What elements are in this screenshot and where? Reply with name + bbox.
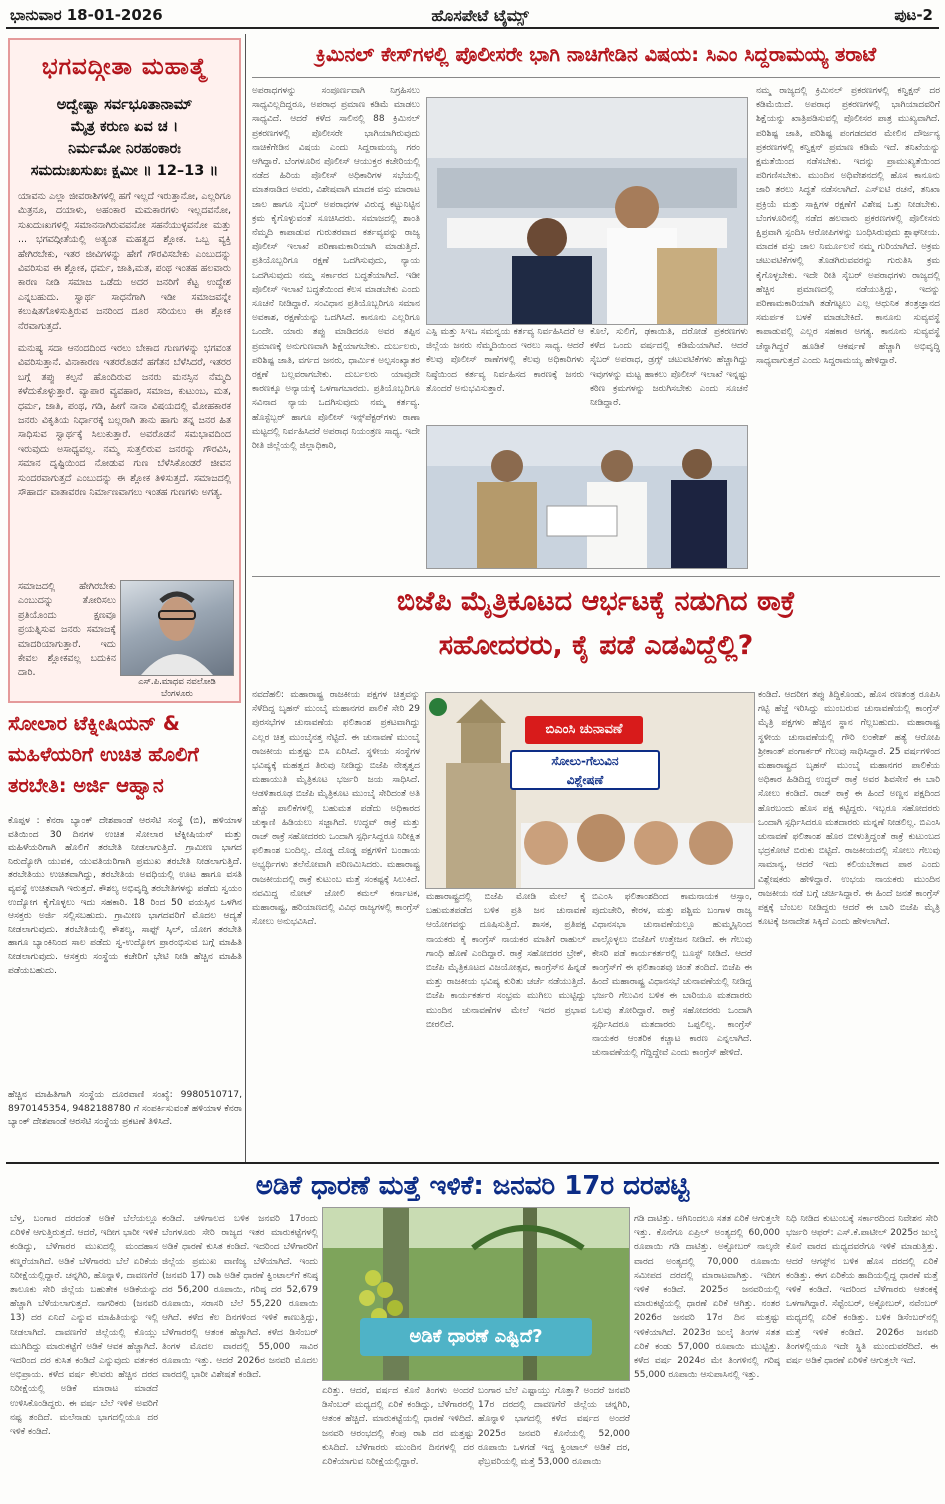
gita-title: ಭಗವದ್ಗೀತಾ ಮಹಾತ್ಮೆ <box>41 54 208 80</box>
cm-document-photo <box>426 425 748 569</box>
cm-meeting-photo <box>426 97 748 325</box>
author-name: ಎಸ್.ಪಿ.ಮಾಧವ ನವಲೋಡಿ <box>138 677 216 687</box>
bjp-headline-1: ಬಿಜೆಪಿ ಮೈತ್ರಿಕೂಟದ ಆರ್ಭಟಕ್ಕೆ ನಡುಗಿದ ಠಾಕ್ರೆ <box>396 586 796 617</box>
bjp-headline-2: ಸಹೋದರರು, ಕೈ ಪಡೆ ಎಡವಿದ್ದೆಲ್ಲಿ? <box>438 630 754 661</box>
author-credit <box>120 676 234 700</box>
section-divider <box>6 1162 939 1164</box>
cm-col-2: ಎಸ್ಪಿ ಮತ್ತು ಸಿಇಒ ಸಮನ್ವಯ ಕರ್ತವ್ಯ ನಿರ್ವಹಿಸಿದರೆ ಆ ಜಿಲ್ಲೆಯ ಜನರು ನೆಮ್ಮದಿಯಿಂದ ಇರಲು ಸಾಧ್ಯ. ಆದರೆ ಕೆಲವು ಪೊಲೀಸ್ ಠಾಣೆಗಳಲ್ಲಿ ಕೆಲವು ಅಧಿಕಾರಿಗಳು ನಿಷ್ಠೆಯಿಂದ ಕರ್ತವ್ಯ ನಿರ್ವಹಿಸದ ಕಾರಣಕ್ಕೆ ಜನರು ತೊಂದರೆ ಅನುಭವಿಸುತ್ತಾರೆ. <box>426 327 584 394</box>
arecanut-headline: ಅಡಿಕೆ ಧಾರಣೆ ಮತ್ತೆ ಇಳಿಕೆ: ಜನವರಿ 17ರ ದರಪಟ್ಟಿ <box>255 1171 690 1201</box>
arecanut-col-3b: ಬಂಗಾರ ಬೆಲೆ ಎಷ್ಟಾಯ್ತು ಗೊತ್ತಾ? ಅಂದರೆ ಜನವರಿ 17ರ ದರದಲ್ಲಿ ದಾವಣಗೆರೆ ಜಿಲ್ಲೆಯ ಚನ್ನಗಿರಿ, ಹೊನ್ನಾಳಿ ಭಾಗದಲ್ಲಿ ಕಳೆದ ವರ್ಷದ ಅಂದರೆ 2025ರ ಜನವರಿ ಕೊನೆಯಲ್ಲಿ 52,000 ರೂಪಾಯಿ ಒಳಗಡೆ ಇದ್ದ ಕ್ವಿಂಟಾಲ್ ಅಡಿಕೆ ದರ, ಫೆಬ್ರವರಿಯಲ್ಲಿ ಮತ್ತೆ 53,000 ರೂಪಾಯಿ <box>478 1386 630 1468</box>
verse-line-1: ಅದ್ವೇಷ್ಟಾ ಸರ್ವಭೂತಾನಾಮ್ <box>56 97 193 113</box>
author-place: ಬೆಂಗಳೂರು <box>161 689 193 699</box>
cm-col-1: ಅಪರಾಧಗಳನ್ನು ಸಂಪೂರ್ಣವಾಗಿ ನಿಗ್ರಹಿಸಲು ಸಾಧ್ಯವಿಲ್ಲದಿದ್ದರೂ, ಅಪರಾಧ ಪ್ರಮಾಣ ಕಡಿಮೆ ಮಾಡಲು ಸಾಧ್ಯವಿದೆ. ಆದರೆ ಕಳೆದ ಸಾಲಿನಲ್ಲಿ 88 ಕ್ರಿಮಿನಲ್ ಪ್ರಕರಣಗಳಲ್ಲಿ ಪೊಲೀಸರೇ ಭಾಗಿಯಾಗಿರುವುದು ನಾಚಿಕೆಗೇಡಿನ ವಿಷಯ ಎಂದು ಸಿದ್ದರಾಮಯ್ಯ ಗರಂ ಆಗಿದ್ದಾರೆ. ಬೆಂಗಳೂರಿನ ಪೊಲೀಸ್ ಆಯುಕ್ತರ ಕಚೇರಿಯಲ್ಲಿ ನಡೆದ ಹಿರಿಯ ಪೊಲೀಸ್ ಅಧಿಕಾರಿಗಳ ಸಭೆಯಲ್ಲಿ ಮಾತನಾಡಿದ ಅವರು, ವಿಶೇಷವಾಗಿ ಮಾದಕ ವಸ್ತು ಮಾರಾಟ ಜಾಲ ಹಾಗೂ ಸೈಬರ್ ಅಪರಾಧಗಳ ವಿರುದ್ಧ ಕಟ್ಟುನಿಟ್ಟಿನ ಕ್ರಮ ಕೈಗೊಳ್ಳುವಂತೆ ಸೂಚಿಸಿದರು. ಸಮಾಜದಲ್ಲಿ ಶಾಂತಿ ನೆಮ್ಮದಿ ಕಾಪಾಡುವ ಗುರುತರವಾದ ಕರ್ತವ್ಯವನ್ನು ರಾಜ್ಯ ಪೊಲೀಸ್ ಇಲಾಖೆ ಪರಿಣಾಮಕಾರಿಯಾಗಿ ಮಾಡುತ್ತಿದೆ. ಪ್ರತಿಯೊಬ್ಬರಿಗೂ ರಕ್ಷಣೆ ಒದಗಿಸುವುದು, ನ್ಯಾಯ ಒದಗಿಸುವುದು ನಮ್ಮ ಸರ್ಕಾರದ ಬದ್ಧತೆಯಾಗಿದೆ. ಇಡೀ ಪೊಲೀಸ್ ಇಲಾಖೆ ಬದ್ಧತೆಯಿಂದ ಕೆಲಸ ಮಾಡಬೇಕು ಎಂದು ಸೂಚನೆ ನೀಡಿದ್ದಾರೆ. ಸಂವಿಧಾನ ಪ್ರತಿಯೊಬ್ಬರಿಗೂ ಸಮಾನ ಅವಕಾಶ, ರಕ್ಷಣೆಯನ್ನು ಒದಗಿಸಿದೆ. ಕಾನೂನು ಎಲ್ಲರಿಗೂ ಒಂದೇ. ಯಾರು ತಪ್ಪು ಮಾಡಿದರೂ ಅವರ ತಪ್ಪಿನ ಪ್ರಮಾಣಕ್ಕೆ ಅನುಗುಣವಾಗಿ ಶಿಕ್ಷೆಯಾಗಬೇಕು. ದುರ್ಬಲರು, ಪರಿಶಿಷ್ಟ ಜಾತಿ, ವರ್ಗದ ಜನರು, ಧಾರ್ಮಿಕ ಅಲ್ಪಸಂಖ್ಯಾತರ ರಕ್ಷಣೆ ಬಲ್ಲವರಾಗಬೇಕು. ದುರ್ಬಲರು ಯಾವುದೇ ಕಾರಣಕ್ಕೂ ಅನ್ಯಾಯಕ್ಕೆ ಒಳಗಾಗಬಾರದು. ಪ್ರತಿಯೊಬ್ಬರಿಗೂ ಸವಿನಾದ ನ್ಯಾಯ ಒದಗಿಸುವುದು ನಮ್ಮ ಕರ್ತವ್ಯ. ಹೊಸ್ಟೆಬ್ಬರ್ ಹಾಗೂ ಪೊಲೀಸ್ ಇನ್ಸ್‌ಪೆಕ್ಟರ್‌ಗಳು ಠಾಣಾ ಮಟ್ಟದಲ್ಲಿ ನಿರ್ವಹಿಸಿದರೆ ಅಪರಾಧ ನಿಯಂತ್ರಣ ಸಾಧ್ಯ. ಇದೇ ರೀತಿ ಜಿಲ್ಲೆಯಲ್ಲಿ ಜಿಲ್ಲಾಧಿಕಾರಿ, <box>252 86 420 452</box>
page-number: ಪುಟ-2 <box>894 6 933 24</box>
cm-col-4: ನಮ್ಮ ರಾಜ್ಯದಲ್ಲಿ ಕ್ರಿಮಿನಲ್ ಪ್ರಕರಣಗಳಲ್ಲಿ ಕನ್ವಿಕ್ಷನ್ ದರ ಕಡಿಮೆಯಿದೆ. ಅಪರಾಧ ಪ್ರಕರಣಗಳಲ್ಲಿ ಭಾಗಿಯಾದವರಿಗೆ ಶಿಕ್ಷೆಯನ್ನು ಖಾತ್ರಿಪಡಿಸುವಲ್ಲಿ ಪೊಲೀಸರ ಪಾತ್ರ ಮುಖ್ಯವಾಗಿದೆ. ಪರಿಶಿಷ್ಟ ಜಾತಿ, ಪರಿಶಿಷ್ಟ ಪಂಗಡದವರ ಮೇಲಿನ ದೌರ್ಜನ್ಯ ಪ್ರಕರಣಗಳಲ್ಲಿ ಕನ್ವಿಕ್ಷನ್ ಪ್ರಮಾಣ ಕಡಿಮೆ ಇದೆ. ತನಿಖೆಯನ್ನು ಕ್ಷಮತೆಯಿಂದ ನಡೆಸಬೇಕು. ಇದನ್ನು ಪ್ರಾಮುಖ್ಯತೆಯಿಂದ ಪರಿಗಣಿಸಬೇಕು. ಮುಂದಿನ ಅಧಿವೇಶನದಲ್ಲಿ ಹೊಸ ಕಾನೂನು ಜಾರಿ ತರಲು ಸಿದ್ಧತೆ ನಡೆಸಲಾಗಿದೆ. ಎಸ್‌ಐಟಿ ರಚನೆ, ತನಿಖಾ ಪ್ರಕ್ರಿಯೆ ಮತ್ತು ಸಾಕ್ಷಿಗಳ ರಕ್ಷಣೆಗೆ ವಿಶೇಷ ಒತ್ತು ನೀಡಬೇಕು. ಬೆಂಗಳೂರಿನಲ್ಲಿ ನಡೆದ ಹಲವಾರು ಪ್ರಕರಣಗಳಲ್ಲಿ ಪೊಲೀಸರು ಕ್ಷಿಪ್ರವಾಗಿ ಸ್ಪಂದಿಸಿ ಆರೋಪಿಗಳನ್ನು ಬಂಧಿಸಿರುವುದು ಶ್ಲಾಘನೀಯ. ಮಾದಕ ವಸ್ತು ಜಾಲ ನಿರ್ಮೂಲನೆ ನಮ್ಮ ಗುರಿಯಾಗಿದೆ. ಅಕ್ರಮ ಚಟುವಟಿಕೆಗಳಲ್ಲಿ ತೊಡಗಿರುವವರನ್ನು ಗುರುತಿಸಿ ಕ್ರಮ ಕೈಗೊಳ್ಳಬೇಕು. ಇದೇ ರೀತಿ ಸೈಬರ್ ಅಪರಾಧಗಳು ರಾಜ್ಯದಲ್ಲಿ ಹೆಚ್ಚಿನ ಪ್ರಮಾಣದಲ್ಲಿ ನಡೆಯುತ್ತಿದ್ದು, ಇದನ್ನು ಪರಿಣಾಮಕಾರಿಯಾಗಿ ತಡೆಗಟ್ಟಲು ಎಲ್ಲ ಆಧುನಿಕ ತಂತ್ರಜ್ಞಾನದ ಸಮರ್ಪಕ ಬಳಕೆ ಮಾಡಬೇಕಿದೆ. ಕಾನೂನು ಸುವ್ಯವಸ್ಥೆ ಕಾಪಾಡುವಲ್ಲಿ ಎಲ್ಲರ ಸಹಕಾರ ಅಗತ್ಯ. ಕಾನೂನು ಸುವ್ಯವಸ್ಥೆ ಚೆನ್ನಾಗಿದ್ದರೆ ಹೂಡಿಕೆ ಆಕರ್ಷಣೆ ಹೆಚ್ಚಾಗಿ ಅಭಿವೃದ್ಧಿ ಸಾಧ್ಯವಾಗುತ್ತದೆ ಎಂದು ಸಿದ್ದರಾಮಯ್ಯ ಹೇಳಿದ್ದಾರೆ. <box>756 86 940 366</box>
cm-col-3: ಕೊಲೆ, ಸುಲಿಗೆ, ಢಕಾಯಿತಿ, ದರೋಡೆ ಪ್ರಕರಣಗಳು ಕಳೆದ ಒಂದು ವರ್ಷದಲ್ಲಿ ಕಡಿಮೆಯಾಗಿವೆ. ಆದರೆ ಸೈಬರ್ ಅಪರಾಧ, ಡ್ರಗ್ಸ್ ಚಟುವಟಿಕೆಗಳು ಹೆಚ್ಚಾಗಿದ್ದು ಇವುಗಳನ್ನು ಮಟ್ಟ ಹಾಕಲು ಪೊಲೀಸ್ ಇಲಾಖೆ ಇನ್ನಷ್ಟು ಕಠಿಣ ಕ್ರಮಗಳನ್ನು ಜರುಗಿಸಬೇಕು ಎಂದು ಸೂಚನೆ ನೀಡಿದ್ದಾರೆ. <box>590 327 748 409</box>
issue-date: ಭಾನುವಾರ 18-01-2026 <box>10 6 163 24</box>
gita-body-3: ಸಮಾಜದಲ್ಲಿ ಹೇಗಿರಬೇಕು ಎಂಬುದನ್ನು ತೋರಿಸಲು ಪ್ರತಿಯೊಂದು ಕ್ಷಣವೂ ಪ್ರಯತ್ನಿಸುವ ಜನರು ಸಮಾಜಕ್ಕೆ ಮಾದರಿಯಾಗುತ್ತಾರೆ. ಇದು ಕೇವಲ ಶ್ಲೋಕವಲ್ಲ ಬದುಕಿನ ದಾರಿ. <box>18 581 116 679</box>
gita-verse <box>14 94 235 182</box>
arecanut-col-4: ಗಡಿ ದಾಟಿತ್ತು. ಆಗಿನಿಂದಲೂ ಸತತ ಏರಿಕೆ ಆಗುತ್ತಲೇ ಇತ್ತು. ಕೊನೆಗೂ ಏಪ್ರಿಲ್ ಅಂತ್ಯದಲ್ಲಿ 60,000 ರೂಪಾಯಿ ಗಡಿ ದಾಟಿತ್ತು. ಅಕ್ಟೋಬರ್ ನಾಲ್ಕನೇ ವಾರದ ಅಂತ್ಯದಲ್ಲಿ 70,000 ರೂಪಾಯಿ ಸಮೀಪದ ದರದಲ್ಲಿ ಮಾರಾಟವಾಗಿತ್ತು. ಇದೀಗ ಇಳಿಕೆ ಕಂಡಿದೆ. 2025ರ ಜನವರಿಯಲ್ಲಿ ಮಾರುಕಟ್ಟೆಯಲ್ಲಿ ಧಾರಣೆ ಏರಿಕೆ ಆಗಿತ್ತು. ನಂತರ 2026ರ ಜನವರಿ 17ರ ದಿನ ಮತ್ತಷ್ಟು ಇಳಿಕೆಯಾಗಿದೆ. 2023ರ ಜುಲೈ ತಿಂಗಳ ಸತತ ಏರಿಕೆ ಕಂಡು 57,000 ರೂಪಾಯಿ ಮುಟ್ಟಿತ್ತು. ಕಳೆದ ವರ್ಷ 2024ರ ಮೇ ತಿಂಗಳಿನಲ್ಲಿ ಗರಿಷ್ಠ 55,000 ರೂಪಾಯಿ ಆಸುಪಾಸಿನಲ್ಲಿ ಇತ್ತು. <box>634 1214 780 1381</box>
arecanut-col-2: ಕಂಡಿದೆ. ಚಳಿಗಾಲದ ಬಳಿಕ ಜನವರಿ 17ರಂದು ಬೆಂಗಳೂರು ಸೇರಿ ರಾಜ್ಯದ ಇತರ ಮಾರುಕಟ್ಟೆಗಳಲ್ಲಿ ಅಡಿಕೆ ಧಾರಣೆ ಕುಸಿತ ಕಂಡಿದೆ. ಇದರಿಂದ ಬೆಳೆಗಾರರಿಗೆ ಜಿಲ್ಲೆಯ ಪ್ರಮುಖ ವಾಣಿಜ್ಯ ಬೆಳೆಯಾಗಿದೆ. ಇಂದು (ಜನವರಿ 17) ರಾಶಿ ಅಡಿಕೆ ಧಾರಣೆ ಕ್ವಿಂಟಾಲ್‌ಗೆ ಕನಿಷ್ಠ ದರ 56,200 ರೂಪಾಯಿ, ಗರಿಷ್ಠ ದರ 52,679 ರೂಪಾಯಿ, ಸರಾಸರಿ ಬೆಲೆ 55,220 ರೂಪಾಯಿ ಆಗಿದೆ. ಕಳೆದ ಕೆಲ ದಿನಗಳಿಂದ ಇಳಿಕೆ ಕಾಣುತ್ತಿದ್ದು, ಬೆಳೆಗಾರರಲ್ಲಿ ಆತಂಕ ಹೆಚ್ಚಾಗಿದೆ. ಕಳೆದ ಡಿಸೆಂಬರ್ ತಿಂಗಳ ಮೊದಲ ವಾರದಲ್ಲಿ 55,000 ಸಾವಿರ ರೂಪಾಯಿ ಇತ್ತು. ಆದರೆ 2026ರ ಜನವರಿ ಮೊದಲ ವಾರದಲ್ಲಿ ಭಾರೀ ವಿಶೇಷತೆ ಕಂಡಿದೆ. <box>162 1214 318 1381</box>
bmc-badge: ಬಿಎಂಸಿ ಚುನಾವಣೆ <box>525 716 643 744</box>
verse-line-2: ಮೈತ್ರ ಕರುಣ ಏವ ಚ । <box>70 119 179 135</box>
cm-bottom-rule <box>252 576 940 577</box>
gita-body-2: ಮನುಷ್ಯ ಸದಾ ಆನಂದದಿಂದ ಇರಲು ಬೇಕಾದ ಗುಣಗಳನ್ನು ಭಗವಂತ ವಿವರಿಸುತ್ತಾನೆ. ವಿನಾಕಾರಣ ಇತರರೊಡನೆ ಹಗೆತನ ಬೆಳೆಸಿದರೆ, ಇತರರ ಬಗ್ಗೆ ತಪ್ಪು ಕಲ್ಪನೆ ಹೊಂದಿರುವ ಜನರು ಮನಸ್ಸಿನ ನೆಮ್ಮದಿ ಕಳೆದುಕೊಳ್ಳುತ್ತಾರೆ. ವ್ಯಾಪಾರ ವ್ಯವಹಾರ, ಸಮಾಜ, ಕುಟುಂಬ, ಮತ, ಧರ್ಮ, ಜಾತಿ, ಪಂಥ, ಗಡಿ, ಹೀಗೆ ನಾನಾ ವಿಷಯದಲ್ಲಿ ಮೋಹಕಾರಕ ಜನರು ವಿಕೃತಿಯ ನಿರ್ಧಾರಕ್ಕೆ ಬಲ್ಲರಾಗಿ ತಾನು ಹಾಗು ತನ್ನ ಜನರ ಹಿತ ಸಾಧಿಸುವ ಸ್ವಾರ್ಥಕ್ಕೆ ಸಿಲುಕುತ್ತಾರೆ. ಅವರೊಡನೆ ಸಮಭಾವದಿಂದ ಇರುವುದು ಅಸಾಧ್ಯವಲ್ಲ. ನಮ್ಮ ಸುತ್ತಲಿರುವ ಜನರನ್ನು ಗೌರವಿಸಿ, ಸಮಾನ ದೃಷ್ಟಿಯಿಂದ ನೋಡುವ ಗುಣ ಬೆಳೆಸಿಕೊಂಡರೆ ಜೀವನ ಸುಂದರವಾಗುತ್ತದೆ ಎಂಬುದನ್ನು ಈ ಶ್ಲೋಕ ತಿಳಿಸುತ್ತದೆ. ಸಮಾಜದಲ್ಲಿ ಸೌಹಾರ್ದ ವಾತಾವರಣ ನಿರ್ಮಾಣವಾಗಲು ಇಂತಹ ಗುಣಗಳು ಅಗತ್ಯ. <box>18 343 231 499</box>
gita-box <box>8 38 241 703</box>
arecanut-col-1: ಬೆಳ್ತ, ಬಂಗಾರ ದರದಂತೆ ಅಡಿಕೆ ಬೆಲೆಯಲ್ಲೂ ಏರಿಳಿಕೆ ಆಗುತ್ತಿರುತ್ತದೆ. ಆದರೆ, ಇದೀಗ ಭಾರೀ ಇಳಿಕೆ ಕಂಡಿದ್ದು, ಬೆಳೆಗಾರರ ಮುಖದಲ್ಲಿ ಮಂದಹಾಸ ಕಣ್ಮರೆಯಾಗಿದೆ. ಅಡಿಕೆ ಬೆಳೆಗಾರರು ಬೆಲೆ ಏರಿಕೆಯ ನಿರೀಕ್ಷೆಯಲ್ಲಿದ್ದಾರೆ. ಚನ್ನಗಿರಿ, ಹೊನ್ನಾಳಿ, ದಾವಣಗೆರೆ ತಾಲೂಕು ಸೇರಿ ಜಿಲ್ಲೆಯ ಬಹುತೇಕ ಅಡಿಕೆಯನ್ನು ಹೆಚ್ಚಾಗಿ ಬೆಳೆಯಲಾಗುತ್ತದೆ. ನಾಗರಿಕರು (ಜನವರಿ 13) ದರ ಏನಿದೆ ಎನ್ನುವ ಮಾಹಿತಿಯನ್ನು ಇಲ್ಲಿ ನೀಡಲಾಗಿದೆ. ದಾವಣಗೆರೆ ಜಿಲ್ಲೆಯಲ್ಲಿ ಕೊಯ್ಲು ಮುಗಿದಿದ್ದು ಮಾರುಕಟ್ಟೆಗೆ ಅಡಿಕೆ ಆವಕ ಹೆಚ್ಚಾಗಿದೆ. ಇದರಿಂದ ದರ ಕುಸಿತ ಕಂಡಿದೆ ಎನ್ನುವುದು ವರ್ತಕರ ಅಭಿಪ್ರಾಯ. ಕಳೆದ ವರ್ಷ ಕೆಲವರು ಹೆಚ್ಚಿನ ದರದ ನಿರೀಕ್ಷೆಯಲ್ಲಿ ಅಡಿಕೆ ಮಾರಾಟ ಮಾಡದೆ ಉಳಿಸಿಕೊಂಡಿದ್ದರು. ಈ ವರ್ಷ ಬೆಲೆ ಇಳಿಕೆ ಅವರಿಗೆ ನಷ್ಟ ತಂದಿದೆ. ಮಲೆನಾಡು ಭಾಗದಲ್ಲಿಯೂ ದರ ಇಳಿಕೆ ಕಂಡಿದೆ. <box>10 1214 158 1438</box>
arecanut-col-5: ನಿಧಿ ನೀಡಿದ ಕುಟುಂಬಕ್ಕೆ ಸರ್ಕಾರದಿಂದ ನಿವೇಶನ ಸೇರಿ ಭರ್ಜರಿ ಆಫರ್: ಎಸ್.ಕೆ.ಪಾಟೀಲ್ 2025ರ ಜುಲೈ ಕೊನೆ ವಾರದ ಮಧ್ಯದವರೆಗೂ ಇಳಿಕೆ ಮಾಡುತ್ತಿತ್ತು. ಆದರೆ ಆಗಸ್ಟ್‌ನ ಬಳಿಕ ಹೊಸ ದರದಲ್ಲಿ ಏರಿಕೆ ಕಂಡಿತ್ತು. ಈಗ ಏರಿಕೆಯ ಹಾದಿಯಲ್ಲಿದ್ದ ಧಾರಣೆ ಮತ್ತೆ ಇಳಿಕೆ ಕಂಡಿದೆ. ಇದರಿಂದ ಬೆಳೆಗಾರರು ಆತಂಕಕ್ಕೆ ಒಳಗಾಗಿದ್ದಾರೆ. ಸೆಪ್ಟೆಂಬರ್, ಅಕ್ಟೋಬರ್, ನವೆಂಬರ್ ಮಧ್ಯದಲ್ಲಿ ಏರಿಕೆ ಕಂಡಿತ್ತು. ಬಳಿಕ ಡಿಸೆಂಬರ್‌ನಲ್ಲಿ ಮತ್ತೆ ಇಳಿಕೆ ಕಂಡಿದೆ. 2026ರ ಜನವರಿ ತಿಂಗಳಲ್ಲಿಯೂ ಇದೇ ಸ್ಥಿತಿ ಮುಂದುವರೆದಿದೆ. ಈ ವರ್ಷ ಅಡಿಕೆ ಧಾರಣೆ ಏರಿಳಿಕೆ ಆಗುತ್ತಲೇ ಇದೆ. <box>786 1214 938 1367</box>
ceremony-photo-icon <box>427 426 748 569</box>
verse-line-4: ಸಮದುಃಖಸುಖಃ ಕ್ಷಮೀ ॥ 12–13 ॥ <box>30 163 219 179</box>
masthead-divider <box>6 27 939 29</box>
column-divider <box>245 34 246 1162</box>
verse-line-3: ನಿರ್ಮಮೋ ನಿರಹಂಕಾರಃ <box>68 141 181 157</box>
analysis-badge-line-1: ಸೋಲು-ಗೆಲುವಿನ <box>551 754 619 768</box>
bjp-headline <box>252 580 940 668</box>
bjp-col-3: ಬಿಎಂಸಿ ಫಲಿತಾಂಶದಿಂದ ಕಾಮನಾಯಕ ಆಸ್ಸಾಂ, ಪುದುಚೇರಿ, ಕೇರಳ, ಮತ್ತು ಪಶ್ಚಿಮ ಬಂಗಾಳ ರಾಜ್ಯ ವಿಧಾನಸಭಾ ಚುನಾವಣೆಯಲ್ಲೂ ಹುಮ್ಮಸ್ಸಿನಿಂದ ಪಾಲ್ಗೊಳ್ಳಲು ಬಿಜೆಪಿಗೆ ಉತ್ತೇಜನ ನೀಡಿದೆ. ಈ ಗೆಲುವು ಕೇಸರಿ ಪಡೆ ಕಾರ್ಯಕರ್ತರಲ್ಲಿ ಬೂಸ್ಟ್ ನೀಡಿದೆ. ಆದರೆ ಕಾಂಗ್ರೆಸ್‌ಗೆ ಈ ಫಲಿತಾಂಶವು ಚಿಂತೆ ತಂದಿದೆ. ಬಿಜೆಪಿ ಈ ಹಿಂದೆ ಮಹಾರಾಷ್ಟ್ರ ವಿಧಾನಸಭೆ ಚುನಾವಣೆಯಲ್ಲಿ ನೀಡಿದ್ದ ಭರ್ಜರಿ ಗೆಲುವಿನ ಬಳಿಕ ಈ ಬಾರಿಯೂ ಮತದಾರರು ಒಲವು ತೋರಿದ್ದಾರೆ. ಠಾಕ್ರೆ ಸಹೋದರರು ಒಂದಾಗಿ ಸ್ಪರ್ಧಿಸಿದರೂ ಮತದಾರರು ಒಪ್ಪಲಿಲ್ಲ. ಕಾಂಗ್ರೆಸ್ ನಾಯಕರ ಆಂತರಿಕ ಕಚ್ಚಾಟ ಕಾರಣ ಎನ್ನಲಾಗಿದೆ. ಚುನಾವಣೆಯಲ್ಲಿ ಗೆದ್ದಿದ್ದೇವೆ ಎಂದು ಕಾಂಗ್ರೆಸ್ ಹೇಳಿದೆ. <box>592 892 752 1059</box>
solar-headline-2: ಮಹಿಳೆಯರಿಗೆ ಉಚಿತ ಹೊಲಿಗೆ <box>8 743 199 766</box>
person-photo-icon <box>121 581 233 675</box>
analysis-badge <box>510 750 660 790</box>
newspaper-name: ಹೊಸಪೇಟೆ ಟೈಮ್ಸ್ <box>431 6 529 25</box>
gita-body-1: ಯಾವನು ಎಲ್ಲಾ ಜೀವರಾಶಿಗಳಲ್ಲಿ ಹಗೆ ಇಲ್ಲದೆ ಇರುತ್ತಾನೋ, ಎಲ್ಲರಿಗೂ ಮಿತ್ರನೂ, ದಯಾಳು, ಅಹಂಕಾರ ಮಮಕಾರಗಳು ಇಲ್ಲದವನೋ, ಸುಖದುಃಖಗಳಲ್ಲಿ ಸಮಾನನಾಗಿರುವವನೋ ಸಹನೆಯುಳ್ಳವನೋ ಮತ್ತು ... ಭಗವದ್ಗೀತೆಯಲ್ಲಿ ಅತ್ಯಂತ ಮಹತ್ವದ ಶ್ಲೋಕ. ಒಬ್ಬ ವ್ಯಕ್ತಿ ಹೇಗಿರಬೇಕು, ಇತರ ಜೀವಿಗಳನ್ನು ಹೇಗೆ ಗೌರವಿಸಬೇಕು ಎಂಬುದನ್ನು ವಿವರಿಸುವ ಈ ಶ್ಲೋಕ, ಧರ್ಮ, ಜಾತಿ,ಮತ, ಪಂಥ ಇಂತಹ ಹಲವಾರು ಕಾರಣ ನೀಡಿ ಸಮಾಜ ಒಡೆದು ಅದರ ಜನರಿಗೆ ಕೆಟ್ಟ ಉದ್ದೇಶ ಎನ್ನಬಹುದು. ಸ್ವಾರ್ಥ ಸಾಧನೆಗಾಗಿ ಇಡೀ ಸಮಾಜವನ್ನೇ ಕಲುಷಿತಗೊಳಿಸುತ್ತಿರುವ ಜನರಿಂದ ದೂರ ಸರಿಯಲು ಈ ಶ್ಲೋಕ ನೆರವಾಗುತ್ತದೆ. <box>18 191 231 332</box>
solar-headline-3: ತರಬೇತಿ: ಅರ್ಜಿ ಆಹ್ವಾನ <box>8 774 164 797</box>
solar-body: ಕೊಪ್ಪಳ : ಕೆನರಾ ಬ್ಯಾಂಕ್ ದೇಶಪಾಂಡೆ ಆರಸೆಟಿ ಸಂಸ್ಥೆ (ಬಿ), ಹಳಿಯಾಳ ವತಿಯಿಂದ 30 ದಿನಗಳ ಉಚಿತ ಸೋಲಾರ ಟೆಕ್ನೀಷಿಯನ್ ಮತ್ತು ಮಹಿಳೆಯರಿಗಾಗಿ ಹೊಲಿಗೆ ತರಬೇತಿ ನೀಡಲಾಗುತ್ತಿದೆ. ಗ್ರಾಮೀಣ ಭಾಗದ ನಿರುದ್ಯೋಗಿ ಯುವಕ, ಯುವತಿಯರಿಗಾಗಿ ಪ್ರಮುಖ ತರಬೇತಿ ನೀಡಲಾಗುತ್ತಿದೆ. ತರಬೇತಿಯು ಉಚಿತವಾಗಿದ್ದು, ತರಬೇತಿಯ ಅವಧಿಯಲ್ಲಿ ಊಟ ಹಾಗೂ ವಸತಿ ವ್ಯವಸ್ಥೆ ಉಚಿತವಾಗಿ ಇರುತ್ತದೆ. ಕೌಶಲ್ಯ ಅಭಿವೃದ್ಧಿ ತರಬೇತಿಗಳನ್ನು ಪಡೆದು ಸ್ವಯಂ ಉದ್ಯೋಗ ಕೈಗೊಳ್ಳಲು ಇದು ಸಹಕಾರಿ. 18 ರಿಂದ 50 ವಯಸ್ಸಿನ ಒಳಗಿನ ಆಸಕ್ತರು ಅರ್ಜಿ ಸಲ್ಲಿಸಬಹುದು. ಗ್ರಾಮೀಣ ಭಾಗದವರಿಗೆ ಮೊದಲ ಆದ್ಯತೆ ನೀಡಲಾಗುವುದು. ತರಬೇತಿಯಲ್ಲಿ ಕೌಶಲ್ಯ, ಸಾಫ್ಟ್ ಸ್ಕಿಲ್, ಯೋಗ ತರಬೇತಿ ಹಾಗೂ ಬ್ಯಾಂಕಿನಿಂದ ಸಾಲ ಪಡೆದು ಸ್ವ-ಉದ್ಯೋಗ ಪ್ರಾರಂಭಿಸುವ ಬಗ್ಗೆ ಮಾಹಿತಿ ನೀಡಲಾಗುವುದು. ಆಸಕ್ತರು ಸಂಸ್ಥೆಯ ಕಚೇರಿಗೆ ಭೇಟಿ ನೀಡಿ ಹೆಚ್ಚಿನ ಮಾಹಿತಿ ಪಡೆಯಬಹುದು. <box>8 815 242 976</box>
author-photo <box>120 580 234 676</box>
solar-headline <box>8 708 242 801</box>
analysis-badge-line-2: ವಿಶ್ಲೇಷಣೆ <box>566 773 604 787</box>
cm-headline: ಕ್ರಿಮಿನಲ್ ಕೇಸ್‌ಗಳಲ್ಲಿ ಪೊಲೀಸರೇ ಭಾಗಿ ನಾಚಿಗೇಡಿನ ವಿಷಯ: ಸಿಎಂ ಸಿದ್ದರಾಮಯ್ಯ ತರಾಟೆ <box>315 43 877 66</box>
cm-headline-rule <box>252 77 940 78</box>
meeting-photo-icon <box>427 98 748 325</box>
bjp-col-1: ನವದೆಹಲಿ: ಮಹಾರಾಷ್ಟ್ರ ರಾಜಕೀಯ ಪಕ್ಷಗಳ ಚಿತ್ತವನ್ನು ಸೆಳೆದಿದ್ದ ಬೃಹನ್ ಮುಂಬೈ ಮಹಾನಗರ ಪಾಲಿಕೆ ಸೇರಿ 29 ಪುರಸಭೆಗಳ ಚುನಾವಣೆಯ ಫಲಿತಾಂಶ ಪ್ರಕಟವಾಗಿದ್ದು ಎಲ್ಲರ ಚಿತ್ತ ಮುಂಬೈನತ್ತ ನೆಟ್ಟಿದೆ. ಈ ಚುನಾವಣೆ ಮುಂಬೈ ರಾಜಕೀಯ ಮತ್ತಷ್ಟು ಬಿಸಿ ಏರಿಸಿದೆ. ಸ್ಥಳೀಯ ಸಂಸ್ಥೆಗಳ ಭವಿಷ್ಯಕ್ಕೆ ಮಹತ್ವದ ತಿರುವು ನೀಡಿದ್ದು ಬಿಜೆಪಿ ನೇತೃತ್ವದ ಮಹಾಯುತಿ ಮೈತ್ರಿಕೂಟ ಭರ್ಜರಿ ಜಯ ಸಾಧಿಸಿದೆ. ಆಡಳಿತಾರೂಢ ಬಿಜೆಪಿ ಮೈತ್ರಿಕೂಟ ಮುಂಬೈ ಸೇರಿದಂತೆ ಅತಿ ಹೆಚ್ಚು ಪಾಲಿಕೆಗಳಲ್ಲಿ ಬಹುಮತ ಪಡೆದು ಅಧಿಕಾರದ ಚುಕ್ಕಾಣಿ ಹಿಡಿಯಲು ಸಜ್ಜಾಗಿದೆ. ಉದ್ಧವ್ ಠಾಕ್ರೆ ಮತ್ತು ರಾಜ್ ಠಾಕ್ರೆ ಸಹೋದರರು ಒಂದಾಗಿ ಸ್ಪರ್ಧಿಸಿದ್ದರೂ ನಿರೀಕ್ಷಿತ ಫಲಿತಾಂಶ ಬಂದಿಲ್ಲ. ದೊಡ್ಡ ದೊಡ್ಡ ಪಕ್ಷಗಳಿಗೆ ಬಂಡಾಯ ಅಭ್ಯರ್ಥಿಗಳು ತಲೆನೋವಾಗಿ ಪರಿಣಮಿಸಿದರು. ಮಹಾರಾಷ್ಟ್ರ ರಾಜಕೀಯದಲ್ಲಿ ಠಾಕ್ರೆ ಕುಟುಂಬ ಮತ್ತೆ ಸಂಕಷ್ಟಕ್ಕೆ ಸಿಲುಕಿದೆ. ನವಮಿದ್ದ ನೋಟ್ ಜೋಲಿ ಕಮಲ್ ಕರ್ನಾಟಕ, ಮಹಾರಾಷ್ಟ್ರ, ಹರಿಯಾಣದಲ್ಲಿ ವಿವಿಧ ರಾಜ್ಯಗಳಲ್ಲಿ ಕಾಂಗ್ರೆಸ್ ಸೋಲು ಅನುಭವಿಸಿದೆ. <box>252 690 420 928</box>
arecanut-banner: ಅಡಿಕೆ ಧಾರಣೆ ಎಷ್ಟಿದೆ? <box>360 1318 592 1356</box>
bjp-col-2: ಮಹಾರಾಷ್ಟ್ರದಲ್ಲಿ ಬಿಜೆಪಿ ಮೋಡಿ ಮೇಲೆ ಕೈ ಬಹುಮತಪಡೆದ ಬಳಿಕ ಪ್ರತಿ ಜನ ಚುನಾವಣೆ ಆಯೋಗವನ್ನು ದೂಷಿಸುತ್ತಿದೆ. ಶಾಸಕ, ಪ್ರತಿಪಕ್ಷ ನಾಯಕರು ಕೈ ಕಾಂಗ್ರೆಸ್ ನಾಯಕರ ಮಾತಿಗೆ ರಾಹುಲ್ ಗಾಂಧಿ ಹೊಣೆ ಎಂದಿದ್ದಾರೆ. ಠಾಕ್ರೆ ಸಹೋದರರ ಬ್ರೇಕ್, ಬಿಜೆಪಿ ಮೈತ್ರಿಕೂಟದ ವಿಜಯೋತ್ಸವ, ಕಾಂಗ್ರೆಸ್‌ನ ಹಿನ್ನಡೆ ಮತ್ತು ರಾಜಕೀಯ ಭವಿಷ್ಯ ಕುರಿತು ಚರ್ಚೆ ನಡೆಯುತ್ತಿದೆ. ಬಿಜೆಪಿ ಕಾರ್ಯಕರ್ತರ ಸಂಭ್ರಮ ಮುಗಿಲು ಮುಟ್ಟಿದ್ದು ಮುಂದಿನ ಚುನಾವಣೆಗಳ ಮೇಲೆ ಇದರ ಪ್ರಭಾವ ಬೀರಲಿದೆ. <box>426 892 586 1030</box>
arecanut-col-3: ಏರಿತ್ತು. ಆದರೆ, ವರ್ಷದ ಕೊನೆ ತಿಂಗಳು ಅಂದರೆ ಡಿಸೆಂಬರ್ ಮಧ್ಯದಲ್ಲಿ ಏರಿಕೆ ಕಂಡಿದ್ದು, ಬೆಳೆಗಾರರಲ್ಲಿ ಆತಂಕ ಹೆಚ್ಚಿದೆ. ಮಾರುಕಟ್ಟೆಯಲ್ಲಿ ಧಾರಣೆ ಇಳಿದಿದೆ. ಜನವರಿ ಆರಂಭದಲ್ಲಿ ಕೆಂಪು ರಾಶಿ ದರ ಮತ್ತಷ್ಟು ಕುಸಿದಿದೆ. ಬೆಳೆಗಾರರು ಮುಂದಿನ ದಿನಗಳಲ್ಲಿ ದರ ಏರಿಕೆಯಾಗುವ ನಿರೀಕ್ಷೆಯಲ್ಲಿದ್ದಾರೆ. <box>322 1386 474 1468</box>
bjp-col-4: ಕಂಡಿದೆ. ಆದರೀಗ ತಪ್ಪು ತಿದ್ದಿಕೊಂಡು, ಹೊಸ ರಣತಂತ್ರ ರೂಪಿಸಿ ಗಟ್ಟಿ ಹೆಜ್ಜೆ ಇರಿಸಿದ್ದು ಮುಂಬರುವ ಚುನಾವಣೆಯಲ್ಲಿ ಕಾಂಗ್ರೆಸ್ ಮೈತ್ರಿ ಪಕ್ಷಗಳು ಹೆಚ್ಚಿನ ಸ್ಥಾನ ಗೆಲ್ಲಬಹುದು. ಮಹಾರಾಷ್ಟ್ರ ಸ್ಥಳೀಯ ಚುನಾವಣೆಯಲ್ಲಿ ಗೌರಿ ಲಂಕೇಶ್ ಹತ್ಯೆ ಆರೋಪಿ ಶ್ರೀಕಾಂತ್ ಪಂಗಾರ್ಕರ್ ಗೆಲುವು ಸಾಧಿಸಿದ್ದಾರೆ. 25 ವರ್ಷಗಳಿಂದ ಮಹಾರಾಷ್ಟ್ರದ ಬೃಹನ್ ಮುಂಬೈ ಮಹಾನಗರ ಪಾಲಿಕೆಯ ಅಧಿಕಾರ ಹಿಡಿದಿದ್ದ ಉದ್ಧವ್ ಠಾಕ್ರೆ ಅವರ ಶಿವಸೇನೆ ಈ ಬಾರಿ ಸೋಲು ಕಂಡಿದೆ. ರಾಜ್ ಠಾಕ್ರೆ ಈ ಹಿಂದೆ ಅಣ್ಣನ ಪಕ್ಷದಿಂದ ಹೊರಬಂದು ಹೊಸ ಪಕ್ಷ ಕಟ್ಟಿದ್ದರು. ಇಬ್ಬರೂ ಸಹೋದರರು ಒಂದಾಗಿ ಸ್ಪರ್ಧಿಸಿದರೂ ಮತದಾರರು ಮನ್ನಣೆ ನೀಡಲಿಲ್ಲ. ಬಿಎಂಸಿ ಚುನಾವಣೆ ಫಲಿತಾಂಶ ಹೊರ ಬೀಳುತ್ತಿದ್ದಂತೆ ಠಾಕ್ರೆ ಕುಟುಂಬದ ಭದ್ರಕೋಟೆ ಬಿರುಕು ಬಿಟ್ಟಿದೆ. ರಾಜಕೀಯದಲ್ಲಿ ಸೋಲು ಗೆಲುವು ಸಾಮಾನ್ಯ, ಆದರೆ ಇದು ಕಲಿಯಬೇಕಾದ ಪಾಠ ಎಂದು ವಿಶ್ಲೇಷಕರು ಹೇಳಿದ್ದಾರೆ. ಉಭಯ ನಾಯಕರು ಮುಂದಿನ ರಾಜಕೀಯ ನಡೆ ಬಗ್ಗೆ ಚರ್ಚಿಸಿದ್ದಾರೆ. ಈ ಹಿಂದೆ ಜನತೆ ಕಾಂಗ್ರೆಸ್ ಪಕ್ಷಕ್ಕೆ ಬೆಂಬಲ ನೀಡಿದ್ದರು ಆದರೆ ಈ ಬಾರಿ ಬಿಜೆಪಿ ಮೈತ್ರಿ ಕೂಟಕ್ಕೆ ಜನಾದೇಶ ಸಿಕ್ಕಿದೆ ಎಂದು ಹೇಳಲಾಗಿದೆ. <box>758 690 940 928</box>
solar-headline-1: ಸೋಲಾರ ಟೆಕ್ನೀಷಿಯನ್ & <box>8 712 180 735</box>
solar-contact: ಹೆಚ್ಚಿನ ಮಾಹಿತಿಗಾಗಿ ಸಂಸ್ಥೆಯ ದೂರವಾಣಿ ಸಂಖ್ಯೆ: 9980510717, 8970145354, 9482188780 ಗೆ ಸಂಪರ್ಕಿಸುವಂತೆ ಹಳಿಯಾಳ ಕೆನರಾ ಬ್ಯಾಂಕ್ ದೇಶಪಾಂಡೆ ಆರಸೆಟಿ ಸಂಸ್ಥೆಯ ಪ್ರಕಟಣೆ ತಿಳಿಸಿದೆ. <box>8 1089 242 1128</box>
